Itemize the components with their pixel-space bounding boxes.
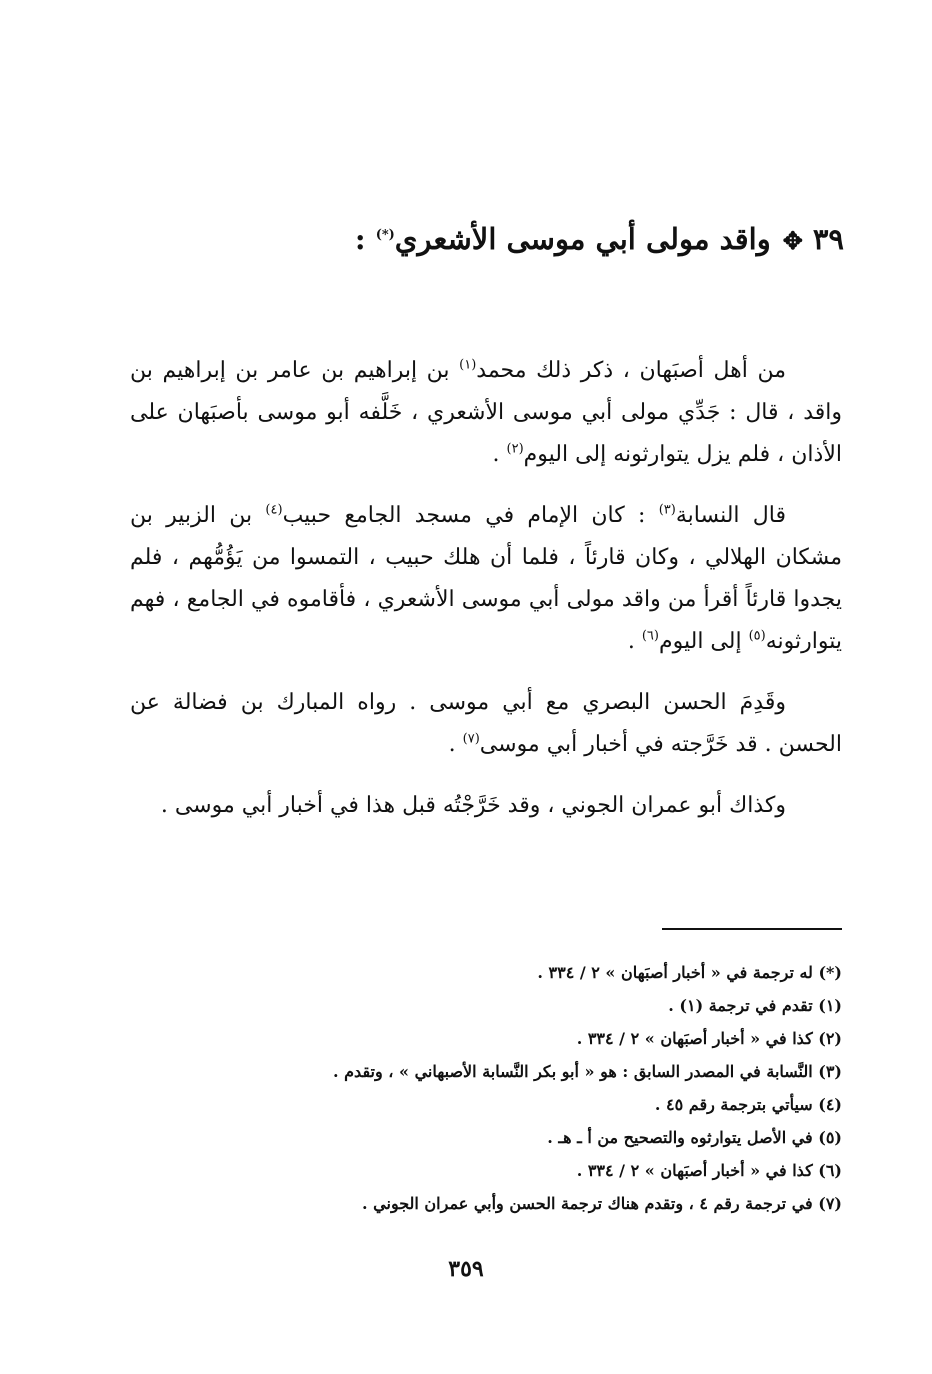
paragraph-text: إلى اليوم [658,629,749,654]
entry-heading [124,214,844,266]
paragraph-text: . [627,629,642,654]
entry-title: واقد مولى أبي موسى الأشعري [394,222,771,256]
footnote-ref: (١) [459,357,477,373]
paragraph-text: بن الزبير بن مشكان الهلالي ، وكان قارئاً ، فلما أن هلك حبيب ، التمسوا من يَؤُمُّهم ، فلم يجدوا قارئاً أقرأ من واقد مولى أبي موسى الأشعري ، فأقاموه في الجامع ، فهم يتوارثونه [130,503,842,654]
footnote-ref: (٦) [641,628,659,644]
body-text [130,350,842,846]
footnote-ref: (٣) [658,502,676,518]
paragraph-1 [130,350,842,476]
footnote-star: (*) له ترجمة في « أخبار أصبَهان » ٢ / ٣٣٤ . [537,963,842,982]
footnote-2: (٢) كذا في « أخبار أصبَهان » ٢ / ٣٣٤ . [576,1029,842,1048]
page-number: ٣٥٩ [448,1256,484,1282]
paragraph-text: وكذاك أبو عمران الجوني ، وقد خَرَّجْتُه قبل هذا في أخبار أبي موسى . [160,793,786,818]
paragraph-text: بن إبراهيم بن عامر بن إبراهيم بن واقد ، قال : جَدِّي مولى أبي موسى الأشعري ، خَلَّفه أبو موسى بأصبَهان على الأذان ، فلم يزل يتوارثونه إلى اليوم [130,358,842,467]
paragraph-2 [130,495,842,663]
paragraph-text: : كان الإمام في مسجد الجامع حبيب [282,503,659,528]
entry-footnote-marker: (*) [375,227,395,243]
entry-number: ٣٩ [812,222,844,256]
paragraph-text: قال النسابة [675,503,787,528]
footnotes [130,956,842,1220]
paragraph-4 [130,785,842,827]
paragraph-text: وقَدِمَ الحسن البصري مع أبي موسى . رواه المبارك بن فضالة عن الحسن . قد خَرَّجته في أخبار أبي موسى [130,690,842,757]
entry-marker-icon: ✥ [782,226,803,255]
footnote-divider [662,928,842,930]
paragraph-text: . [448,732,463,757]
footnote-7: (٧) في ترجمة رقم ٤ ، وتقدم هناك ترجمة الحسن وأبي عمران الجوني . [362,1194,842,1213]
footnote-ref: (٤) [265,502,283,518]
footnote-4: (٤) سيأتي بترجمة رقم ٤٥ . [654,1095,842,1114]
footnote-3: (٣) النَّسابة في المصدر السابق : هو « أبو بكر النَّسابة الأصبهاني » ، وتقدم . [333,1062,842,1081]
paragraph-text: . [492,442,507,467]
footnote-5: (٥) في الأصل يتوارثوه والتصحيح من أ ـ هـ . [547,1128,842,1147]
footnote-ref: (٧) [462,731,480,747]
paragraph-text: من أهل أصبَهان ، ذكر ذلك محمد [476,358,786,383]
footnote-1: (١) تقدم في ترجمة (١) . [668,996,842,1015]
footnote-6: (٦) كذا في « أخبار أصبَهان » ٢ / ٣٣٤ . [576,1161,842,1180]
footnote-ref: (٢) [506,441,524,457]
footnote-ref: (٥) [748,628,766,644]
paragraph-3 [130,682,842,766]
entry-colon: : [354,222,366,256]
